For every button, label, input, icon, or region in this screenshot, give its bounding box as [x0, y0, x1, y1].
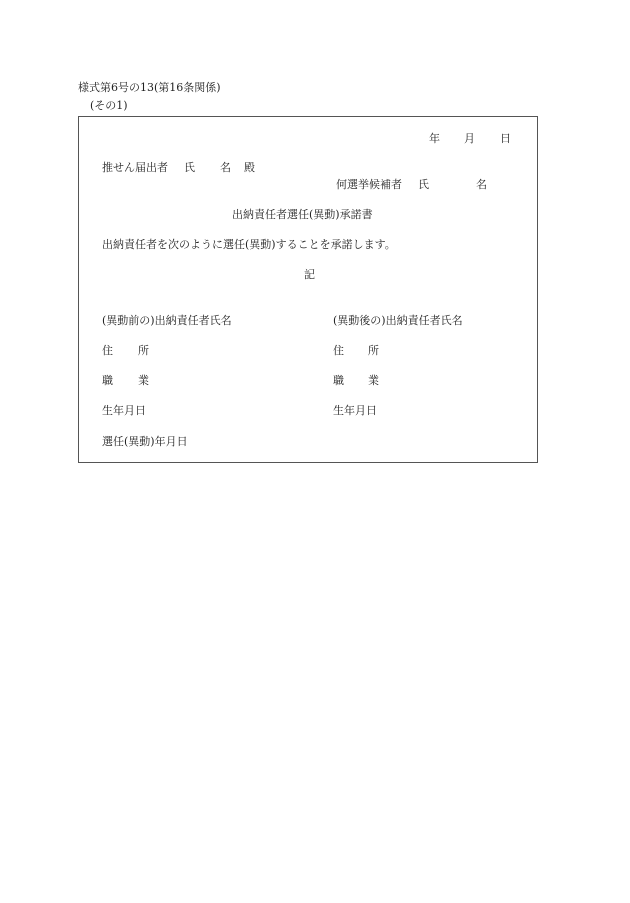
- right-occupation-a: 職: [333, 374, 344, 387]
- right-birthdate: 生年月日: [333, 404, 377, 417]
- sender-label: 何選挙候補者: [336, 178, 402, 191]
- ki-heading: 記: [304, 268, 315, 281]
- right-occupation-b: 業: [368, 374, 379, 387]
- form-subtitle: (その1): [90, 99, 128, 112]
- right-address-a: 住: [333, 344, 344, 357]
- right-address-b: 所: [368, 344, 379, 357]
- left-appointment-date: 選任(異動)年月日: [102, 435, 188, 448]
- document-title: 出納責任者選任(異動)承諾書: [232, 208, 373, 221]
- body-text: 出納責任者を次のように選任(異動)することを承諾します。: [102, 238, 396, 251]
- left-occupation-b: 業: [138, 374, 149, 387]
- sender-name-mei: 名: [476, 178, 487, 191]
- addressee-honorific: 殿: [244, 161, 255, 174]
- form-number: 様式第6号の13(第16条関係): [78, 81, 221, 94]
- addressee-label: 推せん届出者: [102, 161, 168, 174]
- right-heading: (異動後の)出納責任者氏名: [333, 314, 463, 327]
- sender-name-shi: 氏: [418, 178, 429, 191]
- left-address-b: 所: [138, 344, 149, 357]
- left-heading: (異動前の)出納責任者氏名: [102, 314, 232, 327]
- left-birthdate: 生年月日: [102, 404, 146, 417]
- addressee-name-mei: 名: [220, 161, 231, 174]
- left-occupation-a: 職: [102, 374, 113, 387]
- date-year: 年: [429, 132, 440, 145]
- left-address-a: 住: [102, 344, 113, 357]
- date-month: 月: [464, 132, 475, 145]
- date-day: 日: [500, 132, 511, 145]
- addressee-name-shi: 氏: [184, 161, 195, 174]
